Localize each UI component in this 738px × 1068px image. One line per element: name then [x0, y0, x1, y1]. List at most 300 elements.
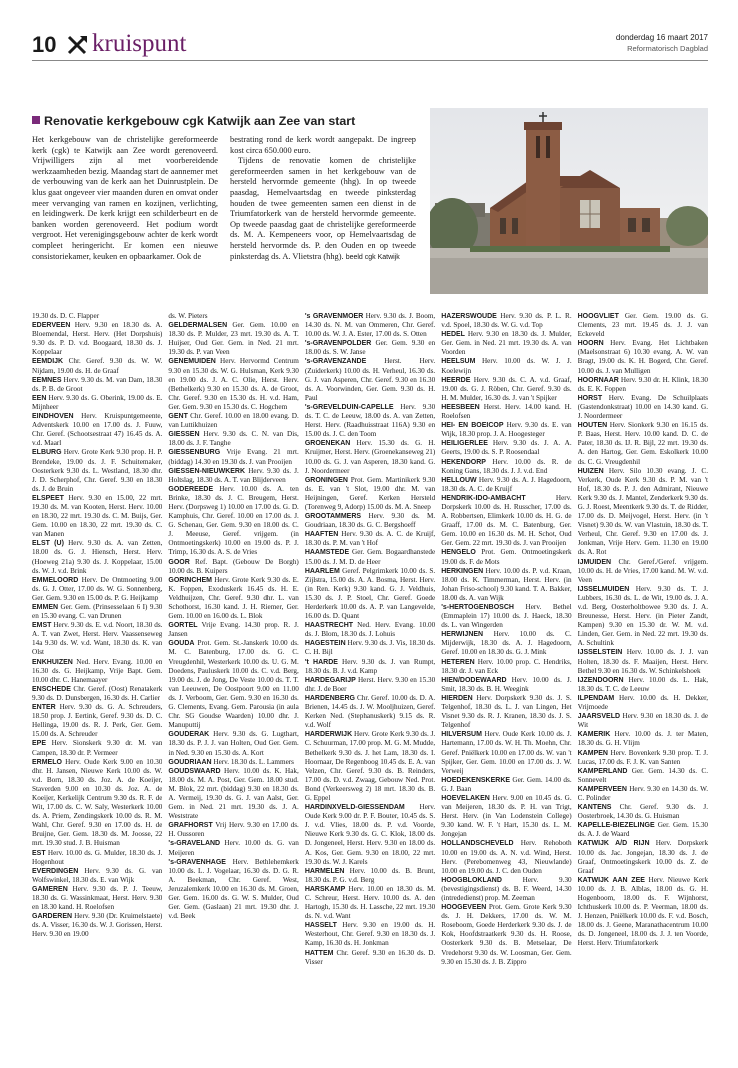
place-name: GENT	[168, 413, 188, 421]
listing-entry	[441, 694, 571, 730]
place-name: 's GRAVENMOER	[304, 313, 364, 320]
place-name: HARDERWIJK	[304, 731, 353, 739]
place-name: HAAFTEN	[304, 531, 339, 539]
service-details: Herv. 15.30 ds. G. H. Kruijmer, Herst. Herv. (Groenekanseweg 21) 10.00 ds. G. J. van Asperen, 18.30 kand. G. J. Noordermeer	[304, 439, 436, 475]
place-name: GIESSEN	[168, 431, 200, 439]
service-details: Herv. Dorpskerk 10.00 ds. H. Russcher, 17.00 ds. A. Robbertsen, Elimkerk 10.00 ds. H. G. de Graaff, 17.00 ds. M. C. Batenburg, Ger. Gem. 10.00 en 16.30 ds. M. H. Schot, Oud Ger. Gem. 22 mrt. 19.30 ds. J. van Prooijen	[441, 493, 572, 548]
place-name: HARDEGARIJP	[304, 676, 356, 684]
listing-entry	[32, 539, 162, 575]
service-details: Herv. 9.30 ds. M. van Dam, 18.30 ds. P. B. de Groot	[32, 375, 163, 393]
listing-entry	[168, 448, 298, 466]
service-details: Herv. 9.30 ds. E. v.d. Noort, 18.30 ds. A. T. van Zwet, Herst. Herv. Vaassenseweg 14a 9.30 ds. W. v.d. Want, 18.30 ds. K. van Olst	[32, 621, 163, 657]
listing-entry	[305, 548, 435, 566]
place-name: GIESSENBURG	[168, 449, 221, 457]
listing-entry	[32, 603, 162, 621]
listing-entry	[168, 321, 298, 357]
listing-entry	[32, 376, 162, 394]
listing-entry	[32, 849, 162, 867]
listing-entry	[32, 758, 162, 849]
article-body	[32, 135, 416, 263]
place-name: HOORNAAR	[577, 376, 619, 384]
listing-entry	[578, 803, 708, 821]
place-name: HOEVELAKEN	[441, 794, 490, 802]
listing-entry	[305, 885, 435, 921]
service-details: Herv. Grote Kerk 9.30 prop. H. P. Brendeke, 19.00 ds. J. F. Schuitemaker, Oosterkerk 9.30 ds. L. Westland, 18.30 dhr. J. D. Scherphof, Chr. Geref. 9.30 en 18.30 ds. J. de Bruin	[32, 448, 163, 493]
place-name: HERKINGEN	[441, 567, 484, 575]
service-details: Herv. 9.30 en 18.30 ds. J. Mulder, Ger. Gem. in Ned. 21 mrt. 19.30 ds. A. van Voorden	[441, 330, 572, 357]
place-name: GAMEREN	[32, 885, 68, 893]
place-name: HOOGEVEEN	[441, 904, 487, 912]
service-details: 19.30 ds. D. C. Flapper	[32, 312, 100, 320]
listing-entry	[441, 676, 571, 694]
place-name: EEMNES	[32, 376, 62, 384]
place-name: GELDERMALSEN	[168, 322, 228, 330]
listing-entry	[305, 439, 435, 475]
place-name: EINDHOVEN	[32, 413, 74, 421]
service-details: Herv. 10.00 ds. G. van Meijeren	[168, 839, 299, 857]
service-details: Herv. 9.30 (Dr. Kruimelstaete) ds. A. Visser, 16.30 ds. W. J. Gorissen, Herst. Herv. 9.30 en 19.00	[32, 912, 163, 939]
place-name: IJSSELMUIDEN	[577, 585, 630, 593]
listing-entry	[168, 821, 298, 839]
service-details: Herv. Dorpskerk 10.00 ds. Jac. Jongejan, 18.30 ds. J. de Graaf, Ontmoetingskerk 10.00 ds. Z. de Graaf	[577, 839, 709, 875]
service-details: Herv. 9.30 en 15.00, 22 mrt. 19.30 ds. M. van Kooten, Herst. Herv. 10.00 en 18.30, 22 mrt. 19.30 ds. C. M. Buijs, Ger. Gem. 10.00 en 18.30, 22 mrt. 19.30 ds. C. van Manen	[32, 493, 163, 539]
place-name: HOUTEN	[577, 422, 608, 430]
listing-entry	[441, 476, 571, 494]
service-details: Herv. 9.00 en 10.45 ds. G. van Meijeren, 18.30 ds. P. H. van Trigt, Herst. Herv. (in Van Lodenstein College) 9.30 kand. W. F. 't Hart, 15.30 ds. L. M. Jongejan	[441, 793, 572, 839]
headline-text: Renovatie kerkgebouw cgk Katwijk aan Zee van start	[44, 114, 356, 128]
place-name: HELLOUW	[441, 476, 477, 484]
place-name: HEKENDORP	[441, 458, 486, 466]
article-paragraph	[230, 156, 416, 263]
service-details: Herv. Sionkerk 9.30 en 16.15 ds. P. Baas, Herst. Herv. 10.00 kand. D. C. de Pater, 18.30 ds. IJ. R. Bijl, 22 mrt. 19.30 ds. A. den Hartog, Ger. Gem. Eskolkerk 10.00 ds. C. G. Vreugdenhil	[577, 421, 709, 466]
service-details: Herv. Bethlehemkerk 10.00 ds. L. J. Vogelaar, 16.30 ds. D. G. R. A. Beekman, Chr. Geref. West, Jeruzalemkerk 10.00 en 16.30 ds. M. Groen, Ger. Gem. 16.00 ds. G. W. S. Mulder, Oud Ger. Gem. (Gaslaan) 21 mrt. 19.30 dhr. J. v.d. Beek	[168, 857, 299, 921]
article-column-2	[230, 135, 416, 263]
service-details: Herv. Grote Kerk 9.30 ds. J. C. Schuurman, 17.00 prop. M. G. M. Mudde, Bethelkerk 9.30 ds. J. het Lam, 18.30 ds. I. Hoornaar, De Regenboog 10.45 ds. E. A. van Velzen, Chr. Geref. 9.30 ds. B. Reinders, 17.00 ds. D. v.d. Zwaag, Gebouw Ned. Prot. Bond (Verkeersweg 2) 18 mrt. 18.30 ds. B. G. Eppel	[304, 730, 436, 802]
place-name: ENKHUIZEN	[32, 658, 73, 666]
place-name: GOUDSWAARD	[168, 767, 221, 775]
service-details: Chr. Geref. (Oost) Renatakerk 9.30 ds. D. Dunsbergen, 16.30 ds. H. Carlier	[32, 684, 163, 702]
listing-entry	[305, 403, 435, 439]
service-details: Herv. 18.30 ds. L. Lammers	[213, 757, 294, 766]
service-details: Herv. 9.30 ds. P. J. Teeuw, 18.30 ds. G. Wassinkmaat, Herst. Herv. 9.30 en 18.30 kand. H. Roelofsen	[32, 884, 163, 912]
place-name: KATWIJK A/D RIJN	[577, 840, 650, 848]
service-details: Chr. Geref. 10.00 en 18.00 evang. D. van Luttikhuizen	[168, 412, 299, 430]
place-name: KATWIJK AAN ZEE	[577, 876, 645, 884]
service-details: Herv. Evang. Het Lichtbaken (Maelsonstraat 6) 10.30 evang. A. W. van Bragt, 19.00 ds. K. H. Bogerd, Chr. Geref. 10.00 ds. J. van Mulligen	[577, 339, 709, 375]
service-details: Chr. Geref. 9.30 en 16.30 ds. D. Visser	[304, 948, 436, 966]
listing-entry	[32, 576, 162, 603]
listing-entry	[168, 558, 298, 576]
listing-entry	[441, 730, 571, 775]
place-name: JAARSVELD	[577, 713, 621, 721]
service-details: Herv. 9.30 en 14.30 ds. W. C. Polinder	[577, 784, 709, 802]
service-details: Herv. 10.00 ds. G. Mulder, 18.30 ds. J. Hogenhout	[32, 848, 163, 866]
listing-entry	[578, 376, 708, 394]
place-name: ELSPEET	[32, 494, 64, 502]
place-name: KAPELLE-BIEZELINGE	[577, 822, 655, 830]
listing-entry	[168, 357, 298, 412]
place-name: HERWIJNEN	[441, 631, 484, 639]
place-name: EMMELOORD	[32, 576, 79, 584]
place-name: 's-GRAVENPOLDER	[304, 340, 372, 348]
service-details: Herv. 10.00 ds. J. J. van Holten, 18.30 ds. F. Maaijen, Herst. Herv. Bethel 9.30 en 16.30 ds. W. Schinkelshoek	[577, 648, 709, 675]
listing-entry	[578, 421, 708, 466]
service-details: Chr. Geref. 10.00 ds. D. A. Brienen, 14.45 ds. J. W. Mooljhuizen, Geref. Kerken Ned. (Stephanuskerk) 9.15 ds. R. v.d. Wolf	[304, 693, 436, 730]
service-details: Chr. Geref. 9.30 ds. J. Oosterbroek, 14.30 ds. G. Huisman	[577, 803, 709, 821]
place-name: GENEMUIDEN	[168, 358, 216, 366]
listing-entry	[168, 312, 298, 321]
service-details: Ned. Herv. Evang. 10.00 ds. J. Blom, 18.30 ds. J. Lohuis	[304, 621, 436, 639]
listing-entry	[32, 357, 162, 375]
service-details: Herv. 10.00 ds. K. Hak, 18.00 ds. M. A. Post, Ger. Gem. 18.00 stud. M. Blok, 22 mrt. (biddag) 9.30 en 18.30 ds. A. Vermeij, 19.30 ds. G. J. van Aalst, Ger. Gem. in Ned. 21 mrt. 19.30 ds. J. A. Weststrate	[168, 766, 299, 821]
place-name: HETEREN	[441, 658, 475, 666]
place-name: HEI- EN BOEICOP	[441, 422, 504, 430]
listing-entry	[578, 712, 708, 730]
service-details: Herv. 9.30 ds. A. J. Hagedoorn, 18.30 ds. A. C. de Kruijf	[441, 475, 572, 493]
place-name: EST	[32, 849, 46, 857]
service-details: Herv. 10.00 en 18.30 ds. M. C. Schreur, Herst. Herv. 10.00 ds. A. den Hartogh, 15.30 ds. H. Lassche, 22 mrt. 19.30 ds. N. v.d. Want	[304, 884, 436, 921]
service-details: ds. W. Pieters	[168, 312, 208, 320]
service-details: Herv. 9.30 ds. G. Lugthart, 18.30 ds. P. J. J. van Holten, Oud Ger. Gem. in Ned. 9.30 en 15.30 ds. A. Kort	[168, 730, 299, 757]
service-details: Herv. Sionskerk 9.30 dr. M. van Campen, 18.30 dr. P. Vermeer	[32, 739, 163, 757]
service-details: Ger. Gem. 14.00 ds. G. J. Baan	[441, 775, 572, 793]
listing-entry	[578, 676, 708, 694]
service-details: Herv. 9.30 en 19.00 ds. H. Westerhout, Chr. Geref. 9.30 en 18.30 ds. J. Kamp, 16.30 ds. H. Jonkman	[304, 921, 436, 948]
service-details: Herv. 9.30 ds. T. J. Lubbers, 16.30 ds. L. de Wit, 19.00 ds. J. A. v.d. Berg, Oosterholtbowee 9.30 ds. J. A. Breunesse, Herst. Herv. (in Pieter Zandt, Kampen) 9.30 en 15.30 dr. W. M. v.d. Linden, Ger. Gem. in Ned. 22 mrt. 19.30 ds. A. Schultink	[577, 584, 709, 648]
place-name: HEDEL	[441, 331, 465, 339]
place-name: HARSKAMP	[304, 885, 346, 893]
place-name: GOUDA	[168, 640, 195, 648]
place-name: GODEREEDE	[168, 485, 214, 493]
service-details: Herv. 9.30 ds. J. van Rumpt, 18.30 ds. B. J. v.d. Kamp	[304, 657, 436, 675]
place-name: EVERDINGEN	[32, 867, 79, 875]
place-name: GOOR	[168, 558, 190, 566]
listing-entry	[168, 730, 298, 757]
listing-entry	[168, 485, 298, 558]
place-name: GOUDERAK	[168, 731, 210, 739]
listing-entry	[305, 949, 435, 967]
listing-entry	[441, 548, 571, 566]
article-headline	[32, 114, 416, 128]
listing-entry	[305, 921, 435, 948]
listing-entry	[32, 312, 162, 321]
listing-entry	[578, 821, 708, 839]
place-name: GRONINGEN	[304, 476, 348, 484]
service-details: Herv. 10.00 ds. L. Hak, 18.30 ds. T. C. de Leeuw	[577, 675, 709, 693]
listing-column-2	[168, 312, 298, 1052]
listing-entry	[441, 458, 571, 476]
listing-entry	[305, 512, 435, 530]
listing-entry	[305, 730, 435, 803]
place-name: HEELSUM	[441, 358, 476, 366]
service-details: Ger. Gem. 19.00 ds. G. Clements, 23 mrt. 19.45 ds. J. J. van Eckeveld	[577, 312, 709, 339]
service-details: Ger. Gem. (Prinsesselaan 6 I) 9.30 en 15.30 evang. C. van Drunen	[32, 603, 163, 621]
listing-entry	[441, 903, 571, 967]
listing-entry	[441, 312, 571, 330]
listing-entry	[441, 439, 571, 457]
listing-entry	[168, 858, 298, 922]
listing-column-1	[32, 312, 162, 1052]
service-details: Ger. Gem. Bogaardhanstede 15.00 ds. J. M. D. de Heer	[304, 548, 436, 566]
listing-entry	[441, 421, 571, 439]
listing-entry	[305, 339, 435, 357]
service-details: Herv. 9.30 ds. G. A. Schreuders, 18.50 prop. J. Eertink, Geref. 9.30 ds. D. C. Hellinga, 19.00 ds. R. J. Perk, Ger. Gem. 15.00 ds. A. Schreuder	[32, 703, 163, 739]
place-name: HORST	[577, 394, 603, 402]
place-name: HAGESTEIN	[304, 640, 346, 648]
listing-entry	[578, 312, 708, 339]
place-name: HILVERSUM	[441, 731, 482, 739]
listing-entry	[32, 912, 162, 939]
place-name: HAASTRECHT	[304, 622, 354, 630]
place-name: KAMPERVEEN	[577, 785, 627, 793]
listing-entry	[32, 739, 162, 757]
service-details: Ger. Gem. 14.30 ds. C. Sonnevelt	[577, 766, 709, 784]
listing-entry	[32, 448, 162, 493]
listing-entry	[578, 585, 708, 649]
service-details: Herv. Silo 10.30 evang. J. C. Verkerk, Oude Kerk 9.30 ds. P. M. van 't Hof, 18.30 ds. P. J. den Admirant, Nieuwe Kerk 9.30 ds. J. Mantel, Zenderkerk 9.30 ds. G. J. Roest, Meentkerk 9.30 ds. T. de Ridder, 17.00 ds. D. Meijvogel, Herst. Herv. (in 't Visnet) 9.30 ds. W. van Vlastuin, 18.30 ds. T. Verheul, Chr. Geref. 9.30 en 17.00 ds. J. Jonkman, Vrije Herv. Gem. 11.30 en 19.00 ds. A. Rot	[577, 466, 709, 557]
publication-name: Reformatorisch Dagblad	[627, 44, 708, 53]
place-name: GRAFHORST	[168, 822, 213, 830]
article-column-1	[32, 135, 218, 263]
service-details: Herv. 9.30 en 18.30 ds. A. Bloemendal, Herst. Herv. (Het Dorpshuis) 9.30 ds. P. D. v.d. Boogaard, 18.30 ds. J. Koppelaar	[32, 321, 163, 357]
listing-entry	[168, 467, 298, 485]
listing-entry	[578, 648, 708, 675]
listing-entry	[441, 658, 571, 676]
service-details: Herv. Evang. De Schuilplaats (Gastendonkstraat) 10.00 en 14.30 kand. G. J. Noordermeer	[577, 393, 709, 421]
service-details: Herv. Kruispuntgemeente, Adventskerk 10.00 en 17.00 ds. J. Fuuw, Chr. Geref. (Schootsestraat 47) 16.45 ds. A. v.d. Maarl	[32, 412, 163, 448]
place-name: HARDINXVELD-GIESSENDAM	[304, 804, 405, 812]
service-details: Herv. 10.00 ds. J. ter Maten, 18.30 ds. G. H. Vlijm	[577, 730, 709, 748]
place-name: ELST (U)	[32, 540, 64, 548]
service-details: Ned. Herv. Evang. 10.00 en 16.30 ds. G. Heijkamp, Vrije Bapt. Gem. 10.00 dhr. C. Hanemaayer	[32, 657, 163, 684]
church-services-listing	[32, 312, 708, 1052]
issue-date: donderdag 16 maart 2017	[615, 33, 708, 42]
listing-entry	[32, 494, 162, 539]
service-details: Herv. 9.30 ds. P. L. R. v.d. Spoel, 18.30 ds. W. G. v.d. Top	[441, 312, 572, 330]
service-details: Herv. 9.30 ds. C. N. van Dis, 18.00 ds. J. F. Tanghe	[168, 430, 299, 448]
listing-entry	[441, 357, 571, 375]
listing-entry	[441, 839, 571, 875]
service-details: Herv. 10.00 ds. B. Brunt, 18.30 ds. P. G. v.d. Berg	[304, 866, 436, 884]
place-name: KAMPEN	[577, 749, 608, 757]
headline-marker	[32, 116, 40, 124]
listing-entry	[441, 776, 571, 794]
place-name: HEESBEEN	[441, 403, 480, 411]
place-name: HOLLANDSCHEVELD	[441, 840, 514, 848]
place-name: HOORN	[577, 340, 604, 348]
service-details: Herv. Dorpskerk 9.30 ds. J. S. Telgenhof, 18.30 ds. L. J. van Lingen, Het Visnet 9.30 ds. R. J. Kranen, 18.30 ds. J. S. Telgenhof	[441, 693, 572, 730]
listing-entry	[305, 694, 435, 730]
place-name: HARDENBERG	[304, 694, 355, 702]
place-name: KAMERIK	[577, 731, 611, 739]
service-details: Herv. 10.00 prop. C. Hendriks, 18.30 dr. J. van Eck	[441, 657, 572, 675]
service-details: Herv. 9.30 en 18.30 ds. J. de Wit	[577, 712, 709, 730]
listing-entry	[441, 794, 571, 839]
service-details: Herv. Bethel (Emmaplein 17) 10.00 ds. J. Haeck, 18.30 ds. L. van Wingerden	[441, 603, 572, 630]
article-paragraph: bestrating rond de kerk wordt aangepakt. De ingreep kost circa 650.000 euro.	[230, 135, 416, 155]
service-details: Herv. 9.30 ds. J. Vis, 18.30 ds. C. H. Bijl	[304, 639, 436, 657]
service-details: Herv. Grote Kerk 9.30 ds. E. K. Foppen, Exoduskerk 16.45 ds. H. E. Veldhuijzen, Chr. Geref. 9.30 dhr. L. van Schothorst, 16.30 kand. J. H. Riemer, Ger. Gem. 10.00 en 16.00 ds. L. Blok	[168, 575, 299, 621]
listing-column-3	[305, 312, 435, 1052]
service-details: Herv. 9.30 dr. H. Klink, 18.30 ds. E. K. Foppen	[577, 375, 709, 393]
place-name: HIEN/DODEWAARD	[441, 676, 507, 684]
service-details: Vrije Evang. 21 mrt. (biddag) 14.30 en 19.30 ds. J. van Prooijen	[168, 448, 299, 466]
listing-entry	[32, 703, 162, 739]
service-details: Herv. 9.30 ds. G. Oberink, 19.00 ds. E. Mijnheer	[32, 393, 163, 411]
listing-column-4	[441, 312, 571, 1052]
service-details: Herv. 9.30 ds. A. C. de Kruijf, 18.30 ds. P. M. van 't Hof	[304, 530, 436, 548]
service-details: Ref. Bapt. (Gebouw De Borgh) 10.00 ds. B. Kuipers	[168, 557, 299, 575]
place-name: GROOTAMMERS	[304, 513, 362, 521]
place-name: HASSELT	[304, 922, 337, 930]
listing-entry	[441, 876, 571, 903]
place-name: HOEDEKENSKERKE	[441, 776, 511, 784]
service-details: Herv. 9.30 ds. J. A. A. Geerts, 19.00 ds. S. P. Roosendaal	[441, 439, 572, 457]
place-name: HIERDEN	[441, 694, 473, 702]
service-details: Herv. 10.00 ds. A. ten Brinke, 18.30 ds. J. C. Breugem, Herst. Herv. (Dorpsweg 1) 10.00 en 17.00 ds. G. D. Kamphuis, Chr. Geref. 10.00 en 17.00 ds. J. G. Schenau, Ger. Gem. 9.30 en 18.00 ds. C. J. Meeuse, Geref. vrijgem. (in Ontmoetingskerk) 10.00 en 19.00 ds. P. J. Trimp, 16.30 ds. A. S. de Vries	[168, 484, 299, 557]
listing-entry	[305, 530, 435, 548]
place-name: IJSSELSTEIN	[577, 649, 623, 657]
listing-entry	[441, 494, 571, 549]
service-details: Herv. 10.00 ds. P. v.d. Kraan, 18.00 ds. K. Timmerman, Herst. Herv. (in Johan Friso-school) 9.30 kand. T. A. Bakker, 18.00 ds. A. van Wijk	[441, 566, 572, 602]
service-details: Prot. Gem. Ontmoetingskerk 19.00 ds. F. de Mots	[441, 548, 572, 566]
place-name: EMST	[32, 622, 52, 630]
place-name: GOUDRIAAN	[168, 758, 212, 766]
service-details: Herst. Herv. 14.00 kand. H. Roelofsen	[441, 402, 572, 421]
place-name: KANTENS	[577, 804, 612, 812]
place-name: EPE	[32, 740, 47, 748]
service-details: Herv. 10.00 ds. H. Dekker, Vrijmoede	[577, 693, 709, 712]
listing-entry	[578, 839, 708, 875]
service-details: Herv. Hervormd Centrum 9.30 en 15.30 ds. W. G. Hulsman, Kerk 9.30 en 19.00 ds. J. A. C. Olie, Herst. Herv. (Bethelkerk) 9.30 en 15.30 ds. A. de Groot, Chr. Geref. 9.30 en 15.30 ds. H. v.d. Ham, Ger. Gem. 9.30 en 15.30 ds. C. Hogchem	[168, 357, 299, 411]
service-details: Herv. 9.30 ds. M. Goudriaan, 18.30 ds. G. C. Bergshoeff	[304, 512, 436, 530]
service-details: Herv. 10.00 ds. C. Mijderwijk, 18.30 ds. A. J. Hagedoorn, Geref. 10.00 en 18.30 ds. G. J. Mink	[441, 630, 572, 657]
listing-entry	[578, 876, 708, 949]
service-details: Herv. Bovenkerk 9.30 prop. T. J. Lucas, 17.00 ds. F. J. K. van Santen	[577, 748, 709, 766]
place-name: HARMELEN	[304, 867, 345, 875]
service-details: Herv. 9.30 ds. E. van Wijk, 18.30 prop. J. A. Hoogesteger	[441, 421, 572, 439]
service-details: Herv. 9.30 ds. A. van Zetten, 18.00 ds. G. J. Hiensch, Herst. Herv. (Hoeweg 21a) 9.30 ds. J. Koppelaar, 15.00 ds. W. J. v.d. Brink	[32, 539, 163, 575]
listing-entry	[32, 321, 162, 357]
place-name: HAAMSTEDE	[304, 549, 350, 557]
listing-entry	[168, 576, 298, 621]
page-header	[32, 30, 708, 60]
page-number: 10	[32, 32, 57, 57]
header-rule	[32, 60, 708, 61]
listing-entry	[168, 839, 298, 857]
listing-column-5	[578, 312, 708, 1052]
place-name: GORTEL	[168, 622, 198, 630]
listing-entry	[168, 639, 298, 730]
place-name: 's-GREVELDUIN-CAPELLE	[304, 403, 394, 411]
listing-entry	[32, 885, 162, 912]
place-name: 't HARDE	[304, 658, 338, 666]
place-name: GARDEREN	[32, 913, 73, 921]
place-name: GIESSEN-NIEUWKERK	[168, 467, 246, 475]
service-details: Ger. Gem. 9.30 en 18.00 ds. S. W. Janse	[304, 339, 436, 357]
listing-entry	[32, 412, 162, 448]
listing-entry	[305, 312, 435, 339]
service-details: Geref. Pelgrimkerk 10.00 ds. S. Zijlstra, 15.00 ds. A. A. Bosma, Herst. Herv. (in Ren. Kerk) 9.30 kand. G. J. Veldhuis, 15.30 ds. J. P. Stoel, Chr. Geref. Goede Herderkerk 10.00 ds. A. P. van Langevelde, 16.00 ds. D. Quant	[304, 566, 436, 621]
service-details: Ger. Gem. 10.00 en 18.30 ds. P. Mulder, 23 mrt. 19.30 ds. A. T. Huijser, Oud Ger. Gem. in Ned. 21 mrt. 19.30 ds. P. van Veen	[168, 321, 299, 357]
service-details: Vrije Evang. 14.30 prop. R. J. Jansen	[168, 621, 299, 639]
listing-entry	[578, 785, 708, 803]
listing-entry	[168, 767, 298, 822]
listing-entry	[441, 567, 571, 603]
church-photo	[430, 108, 708, 294]
service-details: Herv. 9.30 ds. J. Boom, 14.30 ds. N. M. van Ommeren, Chr. Geref. 10.00 ds. W. J. A. Ester, 17.00 ds. S. Otten	[304, 312, 436, 339]
place-name: HOOGBLOKLAND	[441, 876, 502, 884]
listing-entry	[168, 430, 298, 448]
listing-entry	[441, 330, 571, 357]
listing-entry	[578, 767, 708, 785]
listing-entry	[32, 394, 162, 412]
place-name: ENTER	[32, 704, 56, 712]
place-name: ELBURG	[32, 449, 62, 457]
place-name: HATTEM	[304, 949, 334, 957]
place-name: 's-HERTOGENBOSCH	[441, 604, 514, 611]
service-details: Ger. Gem. 15.30 ds. A. J. de Waard	[577, 821, 709, 839]
crossroads-icon	[66, 34, 88, 56]
place-name: HAARLEM	[304, 567, 340, 575]
service-details: Herv. 9.30 ds. T. C. de Leeuw, 18.00 ds. A. van Zetten, Herst. Herv. (Raadhuisstraat 116A) 9.30 en 15.00 ds. J. C. den Toom	[304, 402, 436, 439]
place-name: 's-GRAVELAND	[168, 840, 221, 848]
service-details: Herv. De Ontmoeting 9.00 ds. G. J. Otter, 17.00 ds. W. G. Sonnenberg, Ger. Gem. 9.30 en 15.00 ds. P. G. Heijkamp	[32, 575, 163, 602]
listing-entry	[305, 357, 435, 402]
service-details: Herst. Herv. (Zuiderkerk) 10.00 ds. H. Verheul, 16.30 ds. G. J. van Asperen, Chr. Geref. 9.30 en 16.30 ds. A. Voorwinden, Ger. Gem. 9.30 ds. H. Paul	[304, 357, 436, 402]
place-name: EDERVEEN	[32, 322, 71, 330]
service-details: Herv. 10.00 ds. R. de Koning Gans, 18.30 ds. J. J. v.d. End	[441, 457, 572, 475]
place-name: EMMEN	[32, 604, 59, 611]
place-name: ENSCHEDE	[32, 685, 71, 693]
place-name: HOOGVLIET	[577, 313, 619, 320]
place-name: ILPENDAM	[577, 694, 615, 702]
listing-entry	[578, 749, 708, 767]
listing-entry	[578, 467, 708, 558]
place-name: HEILIGERLEE	[441, 440, 488, 448]
listing-entry	[305, 676, 435, 694]
place-name: EEMDIJK	[32, 358, 64, 366]
listing-entry	[305, 567, 435, 622]
place-name: 's-GRAVENHAGE	[168, 858, 226, 866]
listing-entry	[305, 621, 435, 639]
service-details: Herv. Rehoboth 10.00 en 19.00 ds. A. N. v.d. Wind, Herst. Herv. (Perebomenweg 43, Nieuwlande) 10.00 en 19.00 ds. J. C. den Ouden	[441, 839, 572, 875]
listing-entry	[168, 758, 298, 767]
listing-entry	[578, 394, 708, 421]
listing-entry	[578, 339, 708, 375]
service-details: Prot. Gem. Martinikerk 9.30 ds. E. van 't Slot, 19.00 dhr. M. van Heijningen, Geref. Kerken Hersteld (Torenweg 9, Adorp) 15.00 ds. M. A. Sneep	[304, 475, 436, 511]
service-details: Prot. Gem. St.-Janskerk 10.00 ds. M. C. Batenburg, 17.00 ds. G. C. Vreugdenhil, Westerkerk 10.00 ds. U. G. M. Doedens, Pauluskerk 10.00 ds. C. v.d. Berg, 19.00 ds. J. de Jong, De Veste 10.00 ds. T. T. van Leeuwen, De Oostpoort 9.00 en 11.00 ds. J. Verboom, Ger. Gem. 9.30 en 16.30 ds. G. Clements, Evang. Gem. Parousia (in aula Chr. SG Goudse Waarden) 10.00 dhr. J. Manuputtij	[168, 639, 299, 730]
listing-entry	[305, 476, 435, 512]
service-details: Vrij Herv. 9.30 en 17.00 ds. H. Oussoren	[168, 821, 299, 839]
service-details: Chr. Geref. 9.30 ds. W. W. Nijdam, 19.00 ds. H. de Graaf	[32, 357, 163, 375]
service-details: Chr. Geref./Geref. vrijgem. 10.00 ds. H. de Vries, 17.00 kand. M. W. v.d. Veen	[577, 557, 709, 584]
listing-entry	[578, 730, 708, 748]
listing-entry	[441, 630, 571, 657]
article	[32, 114, 416, 263]
service-details: Herv. Oude Kerk 9.00 en 10.30 dhr. H. Jansen, Nieuwe Kerk 10.00 ds. W. v.d. Born, 18.30 ds. Joz. A. de Koeijer, Staverden 9.00 en 10.30 ds. Joz. A. de Koeijer, Kerkelijk Centrum 9.30 ds. R. F. de Wit, 17.00 ds. C. W. Saly, Westerkerk 10.00 ds. A. Priem, Zendingskerk 10.00 ds. R. M. Wahl, Chr. Geref. 9.30 en 17.00 ds. H. de Bruijne, Ger. Gem. 18.30 ds. M. Joosse, 22 mrt. 19.30 stud. J. B. Huisman	[32, 757, 163, 848]
photo-credit: beeld cgk Katwijk	[345, 253, 400, 261]
place-name: ERMELO	[32, 758, 62, 766]
listing-entry	[32, 658, 162, 685]
place-name: EEN	[32, 394, 47, 402]
service-details: Herv. 10.00 ds. J. Smit, 18.30 ds. B. H. Weegink	[441, 675, 572, 693]
service-details: Herv. 9.30 (bevestigingsdienst) ds. B. F. Weerd, 14.30 (intrededienst) prop. M. Zeeman	[441, 875, 572, 902]
article-paragraph-text: Tijdens de renovatie komen de christelijke gereformeerden samen in het kerkgebouw van de hersteld hervormde gemeente (hhg). In op tweede paasdag, Hemelvaartsdag en tweede pinksterdag houden de twee gemeenten samen een dienst in de Triumfatorkerk van de hersteld hervormde gemeente. Op tweede paasdag gaat de christelijke gereformeerde ds. M. A. Kempeneers voor, op Hemelvaartsdag de hersteld hervormde ds. P. den Ouden en op tweede pinksterdag ds. A. Vlietstra (hhg).	[230, 156, 416, 261]
service-details: Herv. Nieuwe Kerk 10.00 ds. J. B. Alblas, 18.00 ds. G. H. Hogenboom, 18.00 ds. F. Wijnhorst, Ichthuskerk 10.00 ds. P. Veerman, 18.00 ds. J. Henzen, Pniëlkerk 10.00 ds. F. v.d. Bosch, 18.00 ds. J. Geene, Maranathacentrum 10.00 ds. D. Jongeneel, 18.00 ds. J. J. ten Voorde, Herst. Herv. Triumfatorkerk	[577, 875, 709, 948]
place-name: GORINCHEM	[168, 576, 212, 584]
listing-entry	[32, 621, 162, 657]
